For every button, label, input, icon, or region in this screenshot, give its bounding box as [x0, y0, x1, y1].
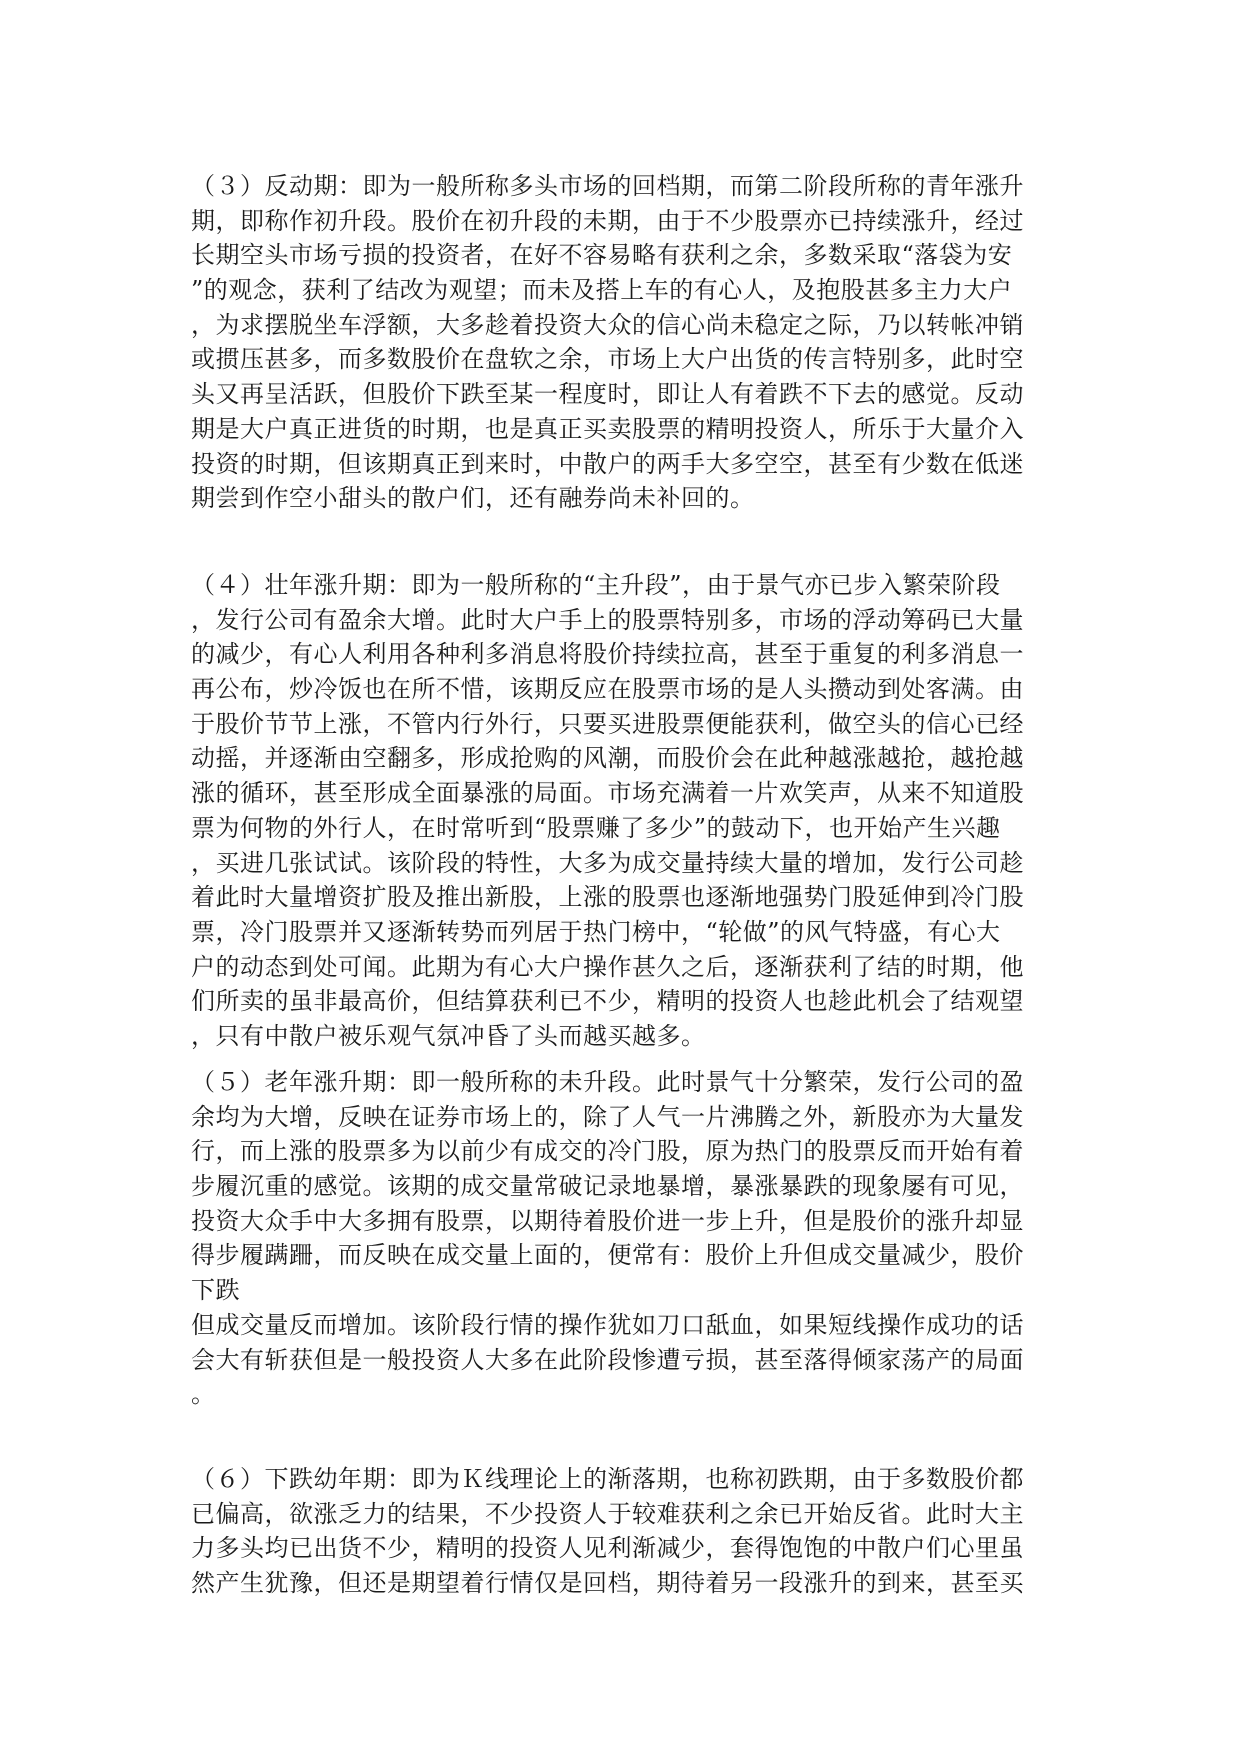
text-line: （４）壮年涨升期：即为一般所称的“主升段”，由于景气亦已步入繁荣阶段 [191, 571, 1001, 599]
text-line: 步履沉重的感觉。该期的成交量常破记录地暴增，暴涨暴跌的现象屡有可见， [191, 1172, 1024, 1201]
text-line: 期尝到作空小甜头的散户们，还有融券尚未补回的。 [191, 484, 755, 513]
text-line: 力多头均已出货不少，精明的投资人见利渐减少，套得饱饱的中散户们心里虽 [191, 1534, 1024, 1563]
paragraph-prime-rise-period [191, 568, 1041, 1054]
text-line: 但成交量反而增加。该阶段行情的操作犹如刀口舐血，如果短线操作成功的话 [191, 1310, 1024, 1339]
text-line: 。 [191, 1380, 216, 1409]
text-line: ，发行公司有盈余大增。此时大户手上的股票特别多，市场的浮动筹码已大量 [191, 605, 1024, 634]
paragraph-early-decline-period [191, 1462, 1041, 1601]
text-line: 会大有斩获但是一般投资人大多在此阶段惨遭亏损，甚至落得倾家荡产的局面 [191, 1345, 1024, 1374]
text-line: 下跌 [191, 1276, 240, 1305]
paragraph-reaction-period [191, 169, 1041, 516]
text-line: 行，而上涨的股票多为以前少有成交的冷门股，原为热门的股票反而开始有着 [191, 1137, 1024, 1166]
text-line: 或掼压甚多，而多数股价在盘软之余，市场上大户出货的传言特别多，此时空 [191, 345, 1024, 374]
text-line: 涨的循环，甚至形成全面暴涨的局面。市场充满着一片欢笑声，从来不知道股 [191, 779, 1024, 808]
text-line: 期是大户真正进货的时期，也是真正买卖股票的精明投资人，所乐于大量介入 [191, 414, 1024, 443]
text-line: 票，冷门股票并又逐渐转势而列居于热门榜中，“轮做”的风气特盛，有心大 [191, 917, 1001, 946]
text-line: （３）反动期：即为一般所称多头市场的回档期，而第二阶段所称的青年涨升 [191, 172, 1024, 200]
text-line: 已偏高，欲涨乏力的结果，不少投资人于较难获利之余已开始反省。此时大主 [191, 1499, 1024, 1528]
text-line: 投资大众手中大多拥有股票，以期待着股价进一步上升，但是股价的涨升却显 [191, 1206, 1024, 1235]
text-line: 动摇，并逐渐由空翻多，形成抢购的风潮，而股价会在此种越涨越抢，越抢越 [191, 744, 1024, 773]
text-line: 们所卖的虽非最高价，但结算获利已不少，精明的投资人也趁此机会了结观望 [191, 987, 1024, 1016]
text-line: 投资的时期，但该期真正到来时，中散户的两手大多空空，甚至有少数在低迷 [191, 449, 1024, 478]
text-line: 头又再呈活跃，但股价下跌至某一程度时，即让人有着跌不下去的感觉。反动 [191, 380, 1024, 409]
text-line: 得步履蹒跚，而反映在成交量上面的，便常有：股价上升但成交量减少，股价 [191, 1241, 1024, 1270]
text-line: 然产生犹豫，但还是期望着行情仅是回档，期待着另一段涨升的到来，甚至买 [191, 1569, 1024, 1598]
paragraph-late-rise-period [191, 1065, 1041, 1412]
text-line: ，为求摆脱坐车浮额，大多趁着投资大众的信心尚未稳定之际，乃以转帐冲销 [191, 310, 1024, 339]
text-line: 余均为大增，反映在证券市场上的，除了人气一片沸腾之外，新股亦为大量发 [191, 1102, 1024, 1131]
text-line: （６）下跌幼年期：即为Ｋ线理论上的渐落期，也称初跌期，由于多数股价都 [191, 1465, 1024, 1493]
text-line: 长期空头市场亏损的投资者，在好不容易略有获利之余，多数采取“落袋为安 [191, 241, 1013, 270]
text-line: 的减少，有心人利用各种利多消息将股价持续拉高，甚至于重复的利多消息一 [191, 640, 1024, 669]
text-line: 再公布，炒冷饭也在所不惜，该期反应在股票市场的是人头攒动到处客满。由 [191, 675, 1024, 704]
text-line: 期，即称作初升段。股价在初升段的未期，由于不少股票亦已持续涨升，经过 [191, 206, 1024, 235]
text-line: ”的观念，获利了结改为观望；而未及搭上车的有心人，及抱股甚多主力大户 [191, 276, 1013, 305]
text-line: （５）老年涨升期：即一般所称的未升段。此时景气十分繁荣，发行公司的盈 [191, 1068, 1024, 1096]
text-line: 票为何物的外行人，在时常听到“股票赚了多少”的鼓动下，也开始产生兴趣 [191, 813, 1001, 842]
text-line: ，只有中散户被乐观气氛冲昏了头而越买越多。 [191, 1021, 706, 1050]
text-line: 于股价节节上涨，不管内行外行，只要买进股票便能获利，做空头的信心已经 [191, 709, 1024, 738]
text-line: ，买进几张试试。该阶段的特性，大多为成交量持续大量的增加，发行公司趁 [191, 848, 1024, 877]
text-line: 着此时大量增资扩股及推出新股，上涨的股票也逐渐地强势门股延伸到冷门股 [191, 883, 1024, 912]
text-line: 户的动态到处可闻。此期为有心大户操作甚久之后，逐渐获利了结的时期，他 [191, 952, 1024, 981]
